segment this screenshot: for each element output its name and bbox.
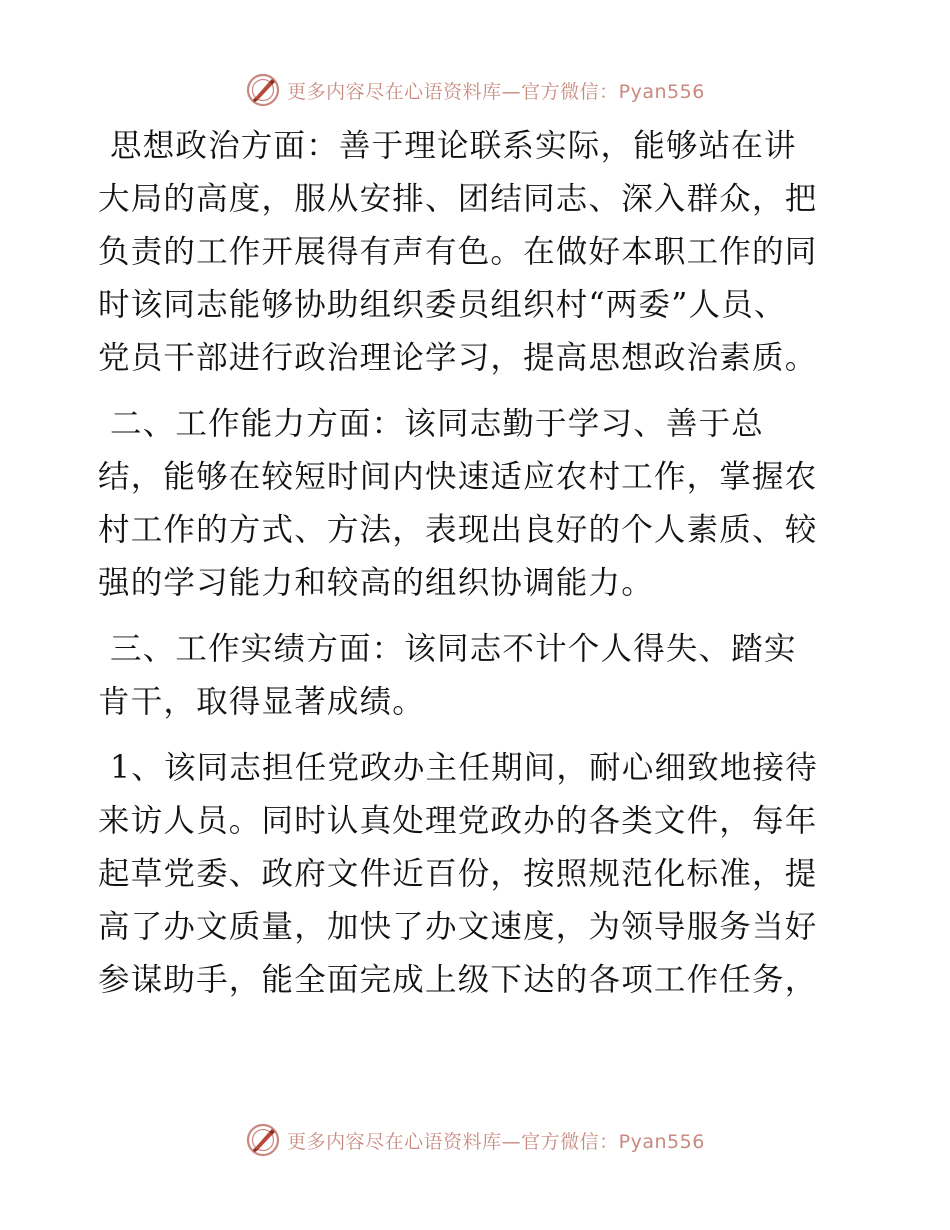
text-line: 强的学习能力和较高的组织协调能力。 [98,565,654,601]
text-line: 思想政治方面：善于理论联系实际，能够站在讲 [110,128,797,164]
paragraph-work-ability [98,398,858,610]
watermark-banner-bottom [0,1120,950,1160]
text-line: 1、该同志担任党政办主任期间，耐心细致地接待 [110,750,818,786]
text-line: 村工作的方式、方法，表现出良好的个人素质、较 [98,512,818,548]
text-line: 大局的高度，服从安排、团结同志、深入群众，把 [98,181,818,217]
text-line: 负责的工作开展得有声有色。在做好本职工作的同 [98,234,818,270]
text-line: 来访人员。同时认真处理党政办的各类文件，每年 [98,803,818,839]
text-line: 二、工作能力方面：该同志勤于学习、善于总 [110,406,765,442]
text-line: 结，能够在较短时间内快速适应农村工作，掌握农 [98,459,818,495]
pen-seal-logo-icon [245,1122,281,1158]
text-line: 起草党委、政府文件近百份，按照规范化标准，提 [98,856,818,892]
watermark-banner-top [0,70,950,110]
watermark-text: 更多内容尽在心语资料库—官方微信：Pyan556 [287,1130,705,1153]
pen-seal-logo-icon [245,72,281,108]
text-line: 高了办文质量，加快了办文速度，为领导服务当好 [98,909,818,945]
text-line: 参谋助手，能全面完成上级下达的各项工作任务， [98,962,818,998]
paragraph-work-achievement [98,623,858,729]
text-line: 时该同志能够协助组织委员组织村“两委”人员、 [98,287,787,323]
paragraph-item-1 [98,742,858,1007]
watermark-text: 更多内容尽在心语资料库—官方微信：Pyan556 [287,80,705,103]
text-line: 党员干部进行政治理论学习，提高思想政治素质。 [98,340,818,376]
paragraph-political [98,120,858,385]
text-line: 三、工作实绩方面：该同志不计个人得失、踏实 [110,631,797,667]
document-body [98,120,858,1007]
text-line: 肯干，取得显著成绩。 [98,684,426,720]
